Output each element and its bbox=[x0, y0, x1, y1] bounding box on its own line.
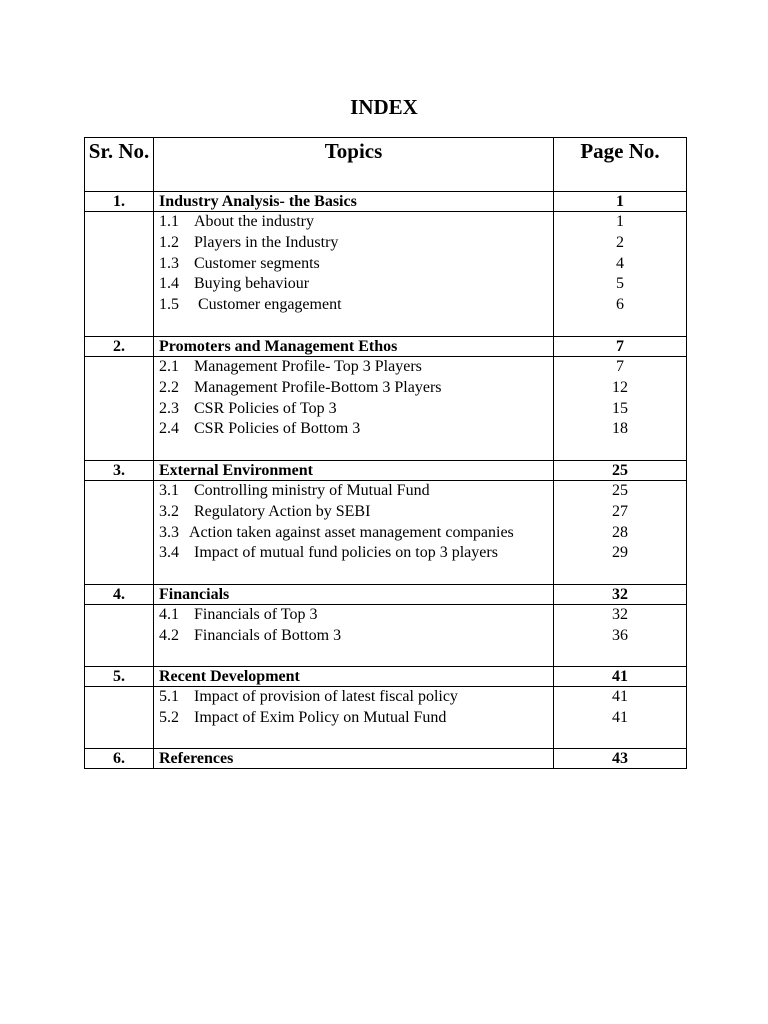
page-number: 6 bbox=[616, 296, 624, 314]
section-page: 7 bbox=[554, 337, 687, 357]
page-number: 27 bbox=[612, 502, 628, 520]
section-title: References bbox=[154, 749, 554, 769]
sr-blank bbox=[85, 605, 154, 667]
page-number: 1 bbox=[616, 213, 624, 230]
section-row bbox=[85, 461, 687, 481]
list-item: 2.3 CSR Policies of Top 3 bbox=[159, 399, 337, 417]
sr-blank bbox=[85, 481, 154, 585]
subsection-topics bbox=[154, 605, 554, 667]
subsection-pages bbox=[554, 357, 687, 461]
list-item: 2.1 Management Profile- Top 3 Players bbox=[159, 358, 422, 375]
section-title: External Environment bbox=[154, 461, 554, 481]
subsection-pages bbox=[554, 687, 687, 749]
list-item: 1.2 Players in the Industry bbox=[159, 233, 339, 251]
list-item: 4.1 Financials of Top 3 bbox=[159, 606, 318, 623]
page-number: 7 bbox=[616, 358, 624, 375]
index-table bbox=[84, 137, 687, 769]
section-page: 41 bbox=[554, 667, 687, 687]
subsection-row bbox=[85, 357, 687, 461]
list-item: 2.4 CSR Policies of Bottom 3 bbox=[159, 420, 361, 438]
section-row bbox=[85, 585, 687, 605]
table-header-row bbox=[85, 138, 687, 192]
subsection-pages bbox=[554, 212, 687, 337]
list-item: 4.2 Financials of Bottom 3 bbox=[159, 626, 342, 644]
subsection-row bbox=[85, 605, 687, 667]
list-item: 2.2 Management Profile-Bottom 3 Players bbox=[159, 378, 442, 396]
list-item: 3.3 Action taken against asset management companies bbox=[159, 523, 514, 541]
page-number: 12 bbox=[612, 378, 628, 396]
sr-blank bbox=[85, 357, 154, 461]
page-title: INDEX bbox=[350, 95, 418, 119]
page-no-header: Page No. bbox=[554, 138, 687, 192]
sr-blank bbox=[85, 687, 154, 749]
subsection-topics bbox=[154, 212, 554, 337]
subsection-row bbox=[85, 687, 687, 749]
subsection-row bbox=[85, 481, 687, 585]
section-title: Promoters and Management Ethos bbox=[154, 337, 554, 357]
page-number: 41 bbox=[612, 708, 628, 726]
list-item: 3.1 Controlling ministry of Mutual Fund bbox=[159, 482, 430, 499]
list-item: 5.2 Impact of Exim Policy on Mutual Fund bbox=[159, 708, 447, 726]
page-number: 36 bbox=[612, 626, 628, 644]
section-row bbox=[85, 749, 687, 769]
section-number: 5. bbox=[85, 667, 154, 687]
list-item: 1.5 Customer engagement bbox=[159, 296, 342, 314]
section-title: Industry Analysis- the Basics bbox=[154, 192, 554, 212]
page-number: 2 bbox=[616, 233, 624, 251]
page-number: 4 bbox=[616, 254, 624, 272]
section-number: 1. bbox=[85, 192, 154, 212]
subsection-row bbox=[85, 212, 687, 337]
section-number: 3. bbox=[85, 461, 154, 481]
page-number: 15 bbox=[612, 399, 628, 417]
sr-no-header: Sr. No. bbox=[85, 138, 154, 192]
section-title: Financials bbox=[154, 585, 554, 605]
list-item: 1.3 Customer segments bbox=[159, 254, 320, 272]
page-number: 32 bbox=[612, 606, 628, 623]
section-row bbox=[85, 667, 687, 687]
page-number: 41 bbox=[612, 688, 628, 705]
section-row bbox=[85, 337, 687, 357]
section-row bbox=[85, 192, 687, 212]
sr-blank bbox=[85, 212, 154, 337]
topics-header: Topics bbox=[154, 138, 554, 192]
page-number: 25 bbox=[612, 482, 628, 499]
subsection-pages bbox=[554, 605, 687, 667]
section-number: 6. bbox=[85, 749, 154, 769]
subsection-topics bbox=[154, 357, 554, 461]
section-number: 2. bbox=[85, 337, 154, 357]
page-number: 18 bbox=[612, 420, 628, 438]
section-page: 43 bbox=[554, 749, 687, 769]
section-title: Recent Development bbox=[154, 667, 554, 687]
list-item: 1.1 About the industry bbox=[159, 213, 314, 230]
subsection-pages bbox=[554, 481, 687, 585]
list-item: 1.4 Buying behaviour bbox=[159, 275, 310, 293]
page-number: 29 bbox=[612, 544, 628, 562]
page-number: 5 bbox=[616, 275, 624, 293]
subsection-topics bbox=[154, 481, 554, 585]
list-item: 5.1 Impact of provision of latest fiscal policy bbox=[159, 688, 458, 705]
page-number: 28 bbox=[612, 523, 628, 541]
list-item: 3.2 Regulatory Action by SEBI bbox=[159, 502, 371, 520]
section-page: 1 bbox=[554, 192, 687, 212]
list-item: 3.4 Impact of mutual fund policies on top 3 players bbox=[159, 544, 498, 562]
section-page: 32 bbox=[554, 585, 687, 605]
subsection-topics bbox=[154, 687, 554, 749]
section-number: 4. bbox=[85, 585, 154, 605]
section-page: 25 bbox=[554, 461, 687, 481]
